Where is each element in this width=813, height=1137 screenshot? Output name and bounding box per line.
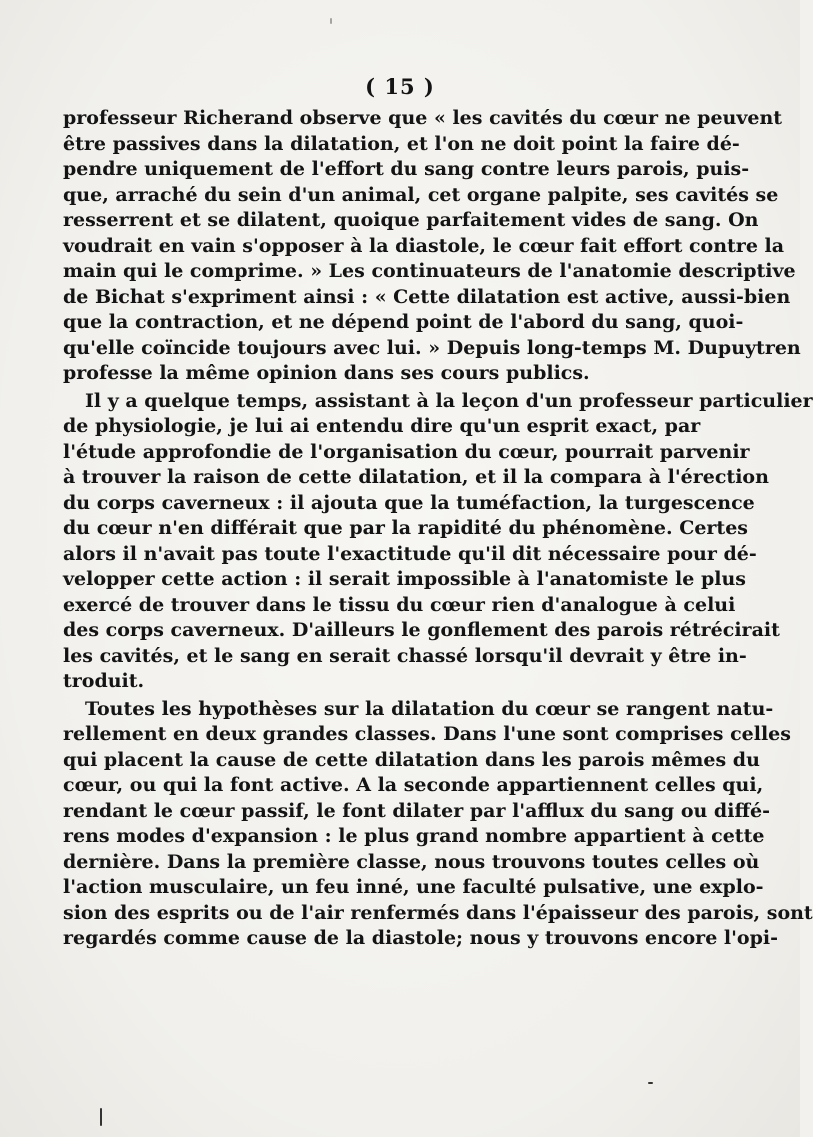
text-line: alors il n'avait pas toute l'exactitude qu'il dit nécessaire pour dé-: [63, 542, 757, 565]
text-line: qu'elle coïncide toujours avec lui. » Depuis long-temps M. Dupuytren: [63, 336, 801, 359]
text-line: main qui le comprime. » Les continuateurs de l'anatomie descriptive: [63, 260, 796, 282]
page-number: ( 15 ): [365, 74, 435, 99]
text-line: l'étude approfondie de l'organisation du cœur, pourrait parvenir: [63, 440, 750, 463]
text-line: pendre uniquement de l'effort du sang contre leurs parois, puis-: [63, 158, 750, 180]
text-line: que la contraction, et ne dépend point de l'abord du sang, quoi-: [63, 311, 744, 333]
text-line: de Bichat s'expriment ainsi : « Cette dilatation est active, aussi-bien: [63, 285, 791, 308]
text-line: de physiologie, je lui ai entendu dire qu'un esprit exact, par: [63, 415, 701, 437]
text-line: du cœur n'en différait que par la rapidité du phénomène. Certes: [63, 517, 748, 539]
text-line: rens modes d'expansion : le plus grand nombre appartient à cette: [63, 825, 765, 847]
text-line: dernière. Dans la première classe, nous trouvons toutes celles où: [63, 850, 760, 873]
paragraph-2: [63, 389, 813, 695]
text-line: rellement en deux grandes classes. Dans l'une sont comprises celles: [63, 723, 791, 745]
text-line: qui placent la cause de cette dilatation dans les parois mêmes du: [63, 748, 760, 771]
text-line: resserrent et se dilatent, quoique parfaitement vides de sang. On: [63, 209, 759, 231]
body-text: [63, 106, 813, 952]
text-line: exercé de trouver dans le tissu du cœur rien d'analogue à celui: [63, 593, 736, 616]
text-line: voudrait en vain s'opposer à la diastole, le cœur fait effort contre la: [63, 234, 785, 257]
text-line: Il y a quelque temps, assistant à la leçon d'un professeur particulier: [85, 389, 813, 412]
text-line: les cavités, et le sang en serait chassé lorsqu'il devrait y être in-: [63, 644, 747, 667]
text-line: sion des esprits ou de l'air renfermés dans l'épaisseur des parois, sont: [63, 901, 813, 924]
text-line: l'action musculaire, un feu inné, une faculté pulsative, une explo-: [63, 876, 764, 898]
text-line: que, arraché du sein d'un animal, cet organe palpite, ses cavités se: [63, 183, 779, 206]
text-line: du corps caverneux : il ajouta que la tuméfaction, la turgescence: [63, 491, 755, 514]
text-line: professeur Richerand observe que « les cavités du cœur ne peuvent: [63, 107, 783, 129]
scan-speck: [648, 1082, 653, 1084]
scan-speck: [330, 18, 332, 24]
text-line: Toutes les hypothèses sur la dilatation du cœur se rangent natu-: [85, 697, 774, 720]
text-line: rendant le cœur passif, le font dilater par l'afflux du sang ou diffé-: [63, 799, 771, 822]
text-line: des corps caverneux. D'ailleurs le gonflement des parois rétrécirait: [63, 619, 780, 641]
text-line: à trouver la raison de cette dilatation, et il la compara à l'érection: [63, 466, 769, 488]
text-line: regardés comme cause de la diastole; nous y trouvons encore l'opi-: [63, 927, 778, 949]
text-line: velopper cette action : il serait impossible à l'anatomiste le plus: [63, 568, 746, 590]
text-line: professe la même opinion dans ses cours publics.: [63, 362, 590, 384]
paragraph-3: [63, 697, 813, 952]
paragraph-1: [63, 106, 801, 387]
text-line: être passives dans la dilatation, et l'on ne doit point la faire dé-: [63, 132, 740, 155]
text-line: cœur, ou qui la font active. A la seconde appartiennent celles qui,: [63, 774, 764, 796]
scan-speck: [100, 1108, 102, 1126]
text-line: troduit.: [63, 670, 145, 692]
